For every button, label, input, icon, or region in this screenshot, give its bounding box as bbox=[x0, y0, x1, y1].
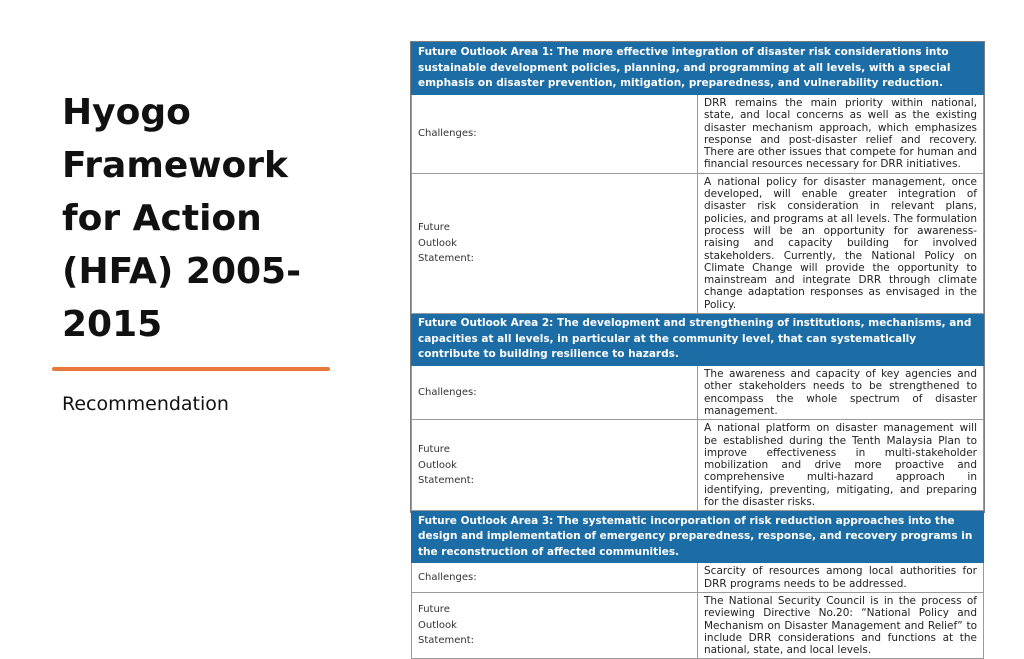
statement-label-line: Future bbox=[418, 444, 450, 456]
hfa-outlook-table bbox=[410, 41, 985, 657]
area-2-challenges-text: The awareness and capacity of key agencies and other stakeholders needs to be strengthened to encompass the whole spectrum of disaster management. bbox=[698, 366, 984, 420]
area-1-statement-text: A national policy for disaster management, once developed, will enable greater integration of disaster risk consideration in relevant plans, policies, and programs at all levels. The formulation process will be an opportunity for awareness-raising and capacity building for involved stakeholders. Currently, the National Policy on Climate Change will provide the opportunity to mainstream and integrate DRR through climate change adaptation responses as envisaged in the Policy. bbox=[698, 173, 984, 313]
challenges-label: Challenges: bbox=[412, 563, 698, 593]
statement-label-line: Outlook bbox=[418, 619, 457, 631]
area-3-header: Future Outlook Area 3: The systematic incorporation of risk reduction approaches into the design and implementation of emergency preparedness, response, and recovery programs in the reconstruction of affected communities. bbox=[412, 511, 984, 563]
statement-label-line: Statement: bbox=[418, 635, 474, 647]
area-3-challenges-text: Scarcity of resources among local authorities for DRR programs needs to be addressed. bbox=[698, 563, 984, 593]
statement-label-line: Statement: bbox=[418, 253, 474, 265]
area-2-header-row bbox=[412, 314, 984, 366]
area-1-header: Future Outlook Area 1: The more effective integration of disaster risk considerations into sustainable development policies, planning, and programming at all levels, with a special emphasis on disaster prevention, mitigation, preparedness, and vulnerability reduction. bbox=[412, 43, 984, 95]
area-2-header: Future Outlook Area 2: The development and strengthening of institutions, mechanisms, and capacities at all levels, in particular at the community level, that can systematically contribute to building resilience to hazards. bbox=[412, 314, 984, 366]
slide-title: Hyogo Framework for Action (HFA) 2005-2015 bbox=[62, 92, 302, 345]
area-1-header-row bbox=[412, 43, 984, 95]
challenges-label: Challenges: bbox=[412, 366, 698, 420]
area-1-challenges-row bbox=[412, 95, 984, 174]
area-3-challenges-row bbox=[412, 563, 984, 593]
area-3-statement-row bbox=[412, 592, 984, 658]
area-1-challenges-text: DRR remains the main priority within national, state, and local concerns as well as the existing disaster mechanism approach, which emphasizes response and post-disaster relief and recovery. There are other issues that compete for human and financial resources necessary for DRR initiatives. bbox=[698, 95, 984, 174]
challenges-label: Challenges: bbox=[412, 95, 698, 174]
area-2-challenges-row bbox=[412, 366, 984, 420]
statement-label-line: Statement: bbox=[418, 475, 474, 487]
slide-subtitle: Recommendation bbox=[62, 393, 229, 415]
statement-label bbox=[412, 592, 698, 658]
statement-label bbox=[412, 420, 698, 511]
area-2-statement-text: A national platform on disaster management will be established during the Tenth Malaysia Plan to improve effectiveness in multi-stakeholder mobilization and drive more proactive and comprehensive multi-hazard approach in identifying, preventing, mitigating, and preparing for the disaster risks. bbox=[698, 420, 984, 511]
area-1-statement-row bbox=[412, 173, 984, 313]
statement-label-line: Outlook bbox=[418, 237, 457, 249]
statement-label bbox=[412, 173, 698, 313]
title-underline bbox=[52, 367, 330, 371]
statement-label-line: Future bbox=[418, 604, 450, 616]
statement-label-line: Outlook bbox=[418, 459, 457, 471]
statement-label-line: Future bbox=[418, 222, 450, 234]
area-3-header-row bbox=[412, 511, 984, 563]
area-3-statement-text: The National Security Council is in the process of reviewing Directive No.20: “National Policy and Mechanism on Disaster Management and Relief” to include DRR considerations and functions at the national, state, and local levels. bbox=[698, 592, 984, 658]
area-2-statement-row bbox=[412, 420, 984, 511]
